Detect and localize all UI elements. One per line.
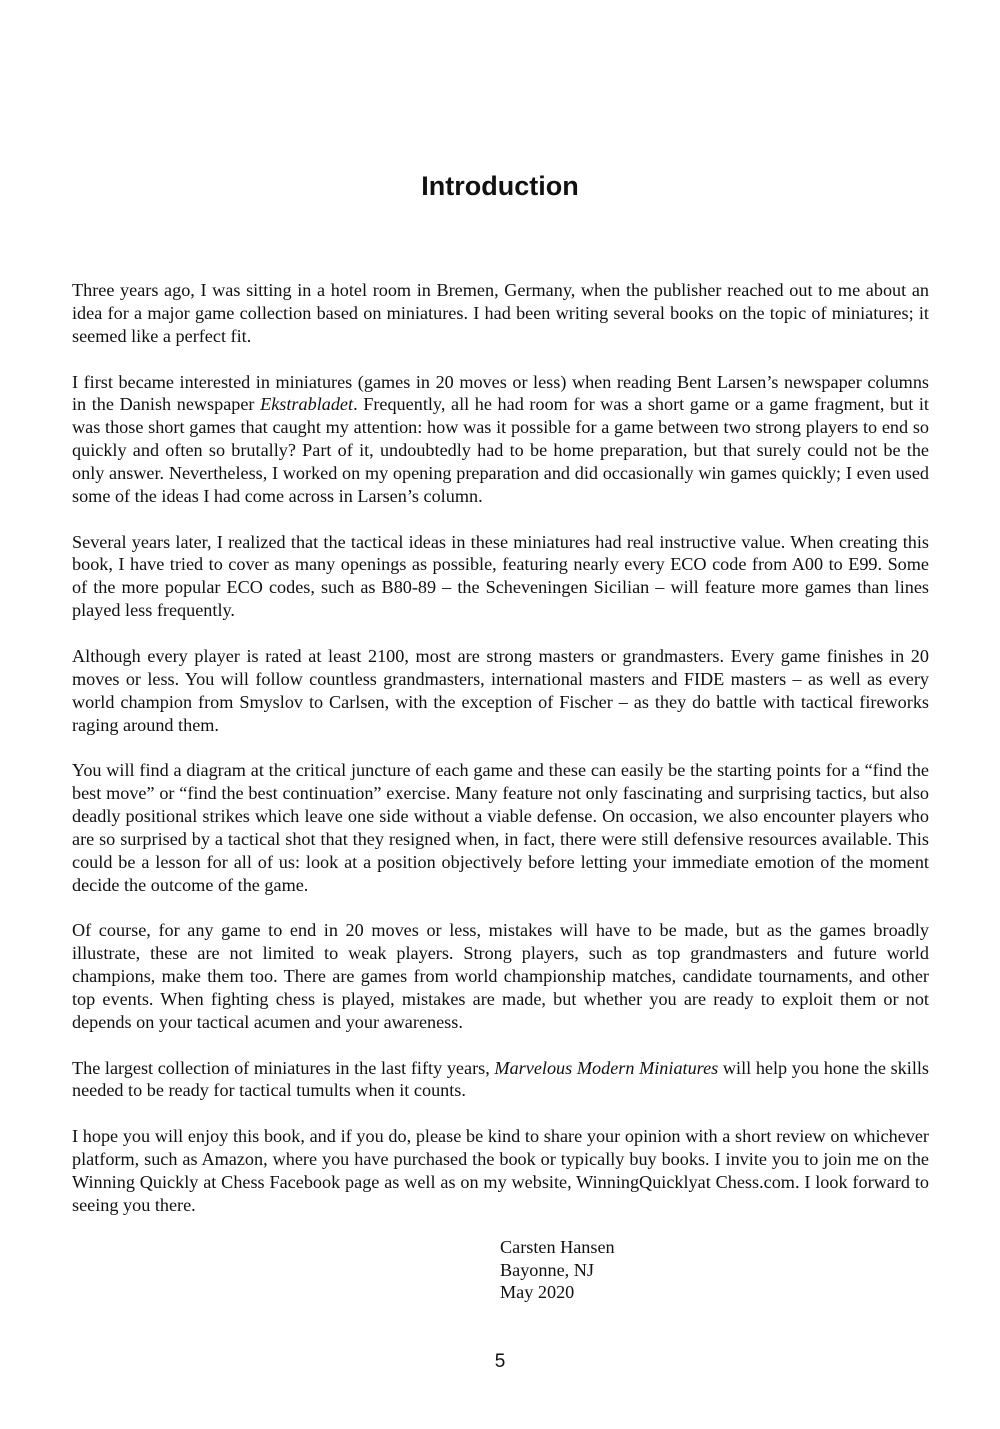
body-text: [72, 279, 929, 1240]
italic-text: Ekstrabladet: [260, 394, 354, 415]
paragraph: [72, 759, 929, 896]
paragraph-text: . Frequently, all he had room for was a short game or a game fragment, but it was those short games that caught my attention: how was it possible for a game between two strong players to end so quickly and often so brutally? Part of it, undoubtedly had to be home preparation, but that surely could not be the only answer. Nevertheless, I worked on my opening preparation and did occasionally win games quickly; I even used some of the ideas I had come across in Larsen’s column.: [72, 394, 929, 506]
page-title: Introduction: [421, 171, 579, 201]
paragraph: [72, 279, 929, 348]
paragraph-text: I hope you will enjoy this book, and if you do, please be kind to share your opinion with a short review on whichever platform, such as Amazon, where you have purchased the book or typically buy books. I invite you to join me on the Winning Quickly at Chess Facebook page as well as on my website, WinningQuicklyat Chess.com. I look forward to seeing you there.: [72, 1126, 929, 1215]
signature-block: [500, 1236, 615, 1304]
paragraph-text: I first became interested in miniatures (games in 20 moves or less) when reading Bent Larsen’s newspaper columns in the Danish newspaper: [72, 371, 929, 415]
paragraph-text: Several years later, I realized that the tactical ideas in these miniatures had real instructive value. When creating this book, I have tried to cover as many openings as possible, featuring nearly every ECO code from A00 to E99. Some of the more popular ECO codes, such as B80-89 – the Scheveningen Sicilian – will feature more games than lines played less frequently.: [72, 531, 929, 621]
paragraph: [72, 919, 929, 1033]
paragraph-text: The largest collection of miniatures in the last fifty years,: [72, 1057, 495, 1078]
paragraph: [72, 371, 929, 508]
signature-location: Bayonne, NJ: [500, 1259, 594, 1280]
signature-date: May 2020: [500, 1282, 575, 1302]
page-number: 5: [494, 1351, 506, 1372]
paragraph-text: Although every player is rated at least 2100, most are strong masters or grandmasters. Every game finishes in 20 moves or less. You will follow countless grandmasters, international masters and FIDE masters – as well as every world champion from Smyslov to Carlsen, with the exception of Fischer – as they do battle with tactical fireworks raging around them.: [72, 645, 929, 735]
paragraph-text: You will find a diagram at the critical juncture of each game and these can easily be the starting points for a “find the best move” or “find the best continuation” exercise. Many feature not only fascinating and surprising tactics, but also deadly positional strikes which leave one side without a viable defense. On occasion, we also encounter players who are so surprised by a tactical shot that they resigned when, in fact, there were still defensive resources available. This could be a lesson for all of us: look at a position objectively before letting your immediate emotion of the moment decide the outcome of the game.: [72, 760, 929, 895]
italic-text: Marvelous Modern Miniatures: [494, 1057, 719, 1078]
paragraph-text: Of course, for any game to end in 20 moves or less, mistakes will have to be made, but as the games broadly illustrate, these are not limited to weak players. Strong players, such as top grandmasters and future world champions, make them too. There are games from world championship matches, candidate tournaments, and other top events. When fighting chess is played, mistakes are made, but whether you are ready to exploit them or not depends on your tactical acumen and your awareness.: [72, 920, 929, 1032]
paragraph: [72, 1125, 929, 1216]
paragraph: [72, 531, 929, 622]
paragraph-text: will help you hone the skills needed to be ready for tactical tumults when it counts.: [72, 1057, 929, 1101]
paragraph-text: Three years ago, I was sitting in a hotel room in Bremen, Germany, when the publisher reached out to me about an idea for a major game collection based on miniatures. I had been writing several books on the topic of miniatures; it seemed like a perfect fit.: [72, 280, 929, 346]
paragraph: [72, 1057, 929, 1103]
paragraph: [72, 645, 929, 736]
signature-name: Carsten Hansen: [500, 1237, 615, 1257]
